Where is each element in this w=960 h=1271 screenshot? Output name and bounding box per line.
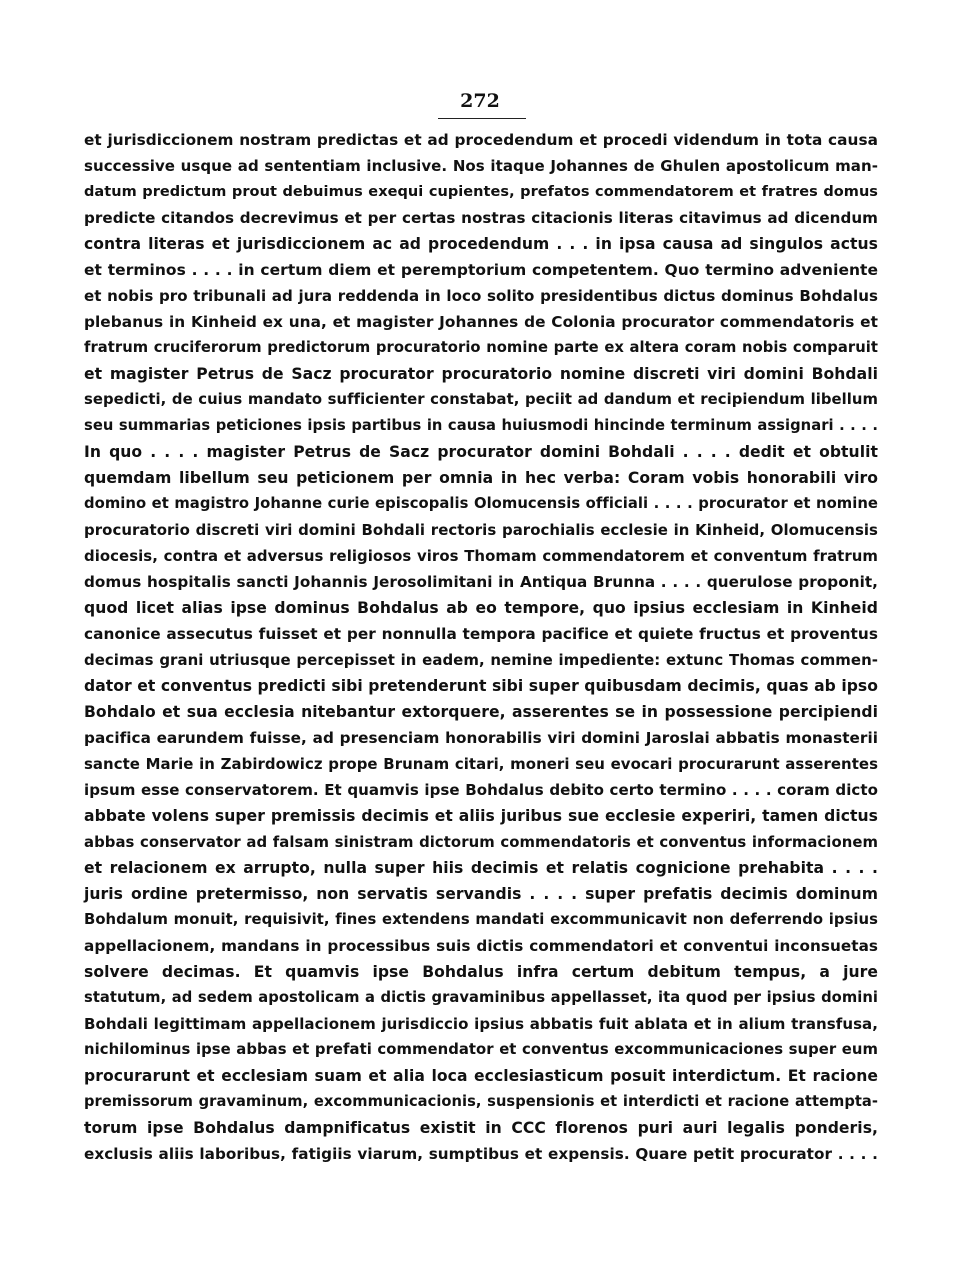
text-line: premissorum gravaminum, excommunicacionis, suspensionis et interdicti et racione attempta- [84, 1093, 878, 1110]
text-line: canonice assecutus fuisset et per nonnulla tempora pacifice et quiete fructus et proventus [84, 625, 878, 643]
text-line: fratrum cruciferorum predictorum procuratorio nomine parte ex altera coram nobis comparuit [84, 339, 878, 356]
text-line: solvere decimas. Et quamvis ipse Bohdalus infra certum debitum tempus, a jure [84, 963, 878, 981]
text-line: sancte Marie in Zabirdowicz prope Brunam citari, moneri seu evocari procurarunt asserentes [84, 755, 878, 773]
text-line: quod licet alias ipse dominus Bohdalus ab eo tempore, quo ipsius ecclesiam in Kinheid [84, 599, 878, 617]
text-line: diocesis, contra et adversus religiosos viros Thomam commendatorem et conventum fratrum [84, 547, 878, 565]
text-line: dator et conventus predicti sibi pretenderunt sibi super quibusdam decimis, quas ab ipso [84, 677, 879, 695]
text-line: decimas grani utriusque percepisset in eadem, nemine impediente: extunc Thomas commen- [84, 651, 878, 669]
text-line: domino et magistro Johanne curie episcopalis Olomucensis officiali . . . . procurator et nomine [84, 495, 878, 512]
header-rule [438, 118, 526, 119]
text-line: seu summarias peticiones ipsis partibus in causa huiusmodi hincinde terminum assignari . . . . [84, 417, 878, 434]
text-line: nichilominus ipse abbas et prefati commendator et conventus excommunicaciones super eum [84, 1041, 878, 1058]
body-text [84, 127, 878, 1167]
text-line: successive usque ad sententiam inclusive. Nos itaque Johannes de Ghulen apostolicum man- [84, 157, 878, 175]
text-line: juris ordine pretermisso, non servatis servandis . . . . super prefatis decimis dominum [84, 885, 878, 903]
text-line: procuratorio discreti viri domini Bohdali rectoris parochialis ecclesie in Kinheid, Olomucensis [84, 521, 878, 539]
text-line: predicte citandos decrevimus et per certas nostras citacionis literas citavimus ad dicendum [84, 209, 878, 227]
text-line: statutum, ad sedem apostolicam a dictis gravaminibus appellasset, ita quod per ipsius domini [84, 989, 878, 1006]
text-line: plebanus in Kinheid ex una, et magister Johannes de Colonia procurator commendatoris et [84, 313, 878, 331]
text-line: et magister Petrus de Sacz procurator procuratorio nomine discreti viri domini Bohdali [84, 365, 878, 383]
text-line: quemdam libellum seu peticionem per omnia in hec verba: Coram vobis honorabili viro [84, 469, 878, 487]
text-line: et jurisdiccionem nostram predictas et ad procedendum et procedi videndum in tota causa [84, 131, 878, 149]
text-line: sepedicti, de cuius mandato sufficienter constabat, peciit ad dandum et recipiendum libellum [84, 391, 878, 408]
text-line: In quo . . . . magister Petrus de Sacz procurator domini Bohdali . . . . dedit et obtulit [84, 443, 878, 461]
text-line: Bohdalum monuit, requisivit, fines extendens mandati excommunicavit non deferrendo ipsius [84, 911, 878, 928]
text-line: appellacionem, mandans in processibus suis dictis commendatori et conventui inconsuetas [84, 937, 878, 955]
text-line: et relacionem ex arrupto, nulla super hiis decimis et relatis cognicione prehabita . . . . [84, 859, 878, 877]
text-line: procurarunt et ecclesiam suam et alia loca ecclesiasticum posuit interdictum. Et racione [84, 1067, 878, 1085]
text-line: datum predictum prout debuimus exequi cupientes, prefatos commendatorem et fratres domus [84, 184, 878, 200]
text-line: Bohdalo et sua ecclesia nitebantur extorquere, asserentes se in possessione percipiendi [84, 703, 878, 721]
text-line: ipsum esse conservatorem. Et quamvis ipse Bohdalus debito certo termino . . . . coram dicto [84, 781, 878, 799]
text-line: Bohdali legittimam appellacionem jurisdiccio ipsius abbatis fuit ablata et in alium transfusa, [84, 1015, 878, 1033]
text-line: et terminos . . . . in certum diem et peremptorium competentem. Quo termino adveniente [84, 261, 878, 279]
text-line: contra literas et jurisdiccionem ac ad procedendum . . . in ipsa causa ad singulos actus [84, 235, 878, 253]
text-line: et nobis pro tribunali ad jura reddenda in loco solito presidentibus dictus dominus Bohdalus [84, 287, 878, 305]
page-number: 272 [460, 90, 500, 112]
text-line: abbas conservator ad falsam sinistram dictorum commendatoris et conventus informacionem [84, 833, 878, 851]
text-line: exclusis aliis laboribus, fatigiis viarum, sumptibus et expensis. Quare petit procurator . . . . [84, 1145, 878, 1163]
text-line: torum ipse Bohdalus dampnificatus existit in CCC florenos puri auri legalis ponderis, [84, 1119, 878, 1137]
text-line: abbate volens super premissis decimis et aliis juribus sue ecclesie experiri, tamen dictus [84, 807, 878, 825]
text-line: pacifica earundem fuisse, ad presenciam honorabilis viri domini Jaroslai abbatis monasterii [84, 729, 878, 747]
text-line: domus hospitalis sancti Johannis Jerosolimitani in Antiqua Brunna . . . . querulose proponit, [84, 573, 878, 591]
